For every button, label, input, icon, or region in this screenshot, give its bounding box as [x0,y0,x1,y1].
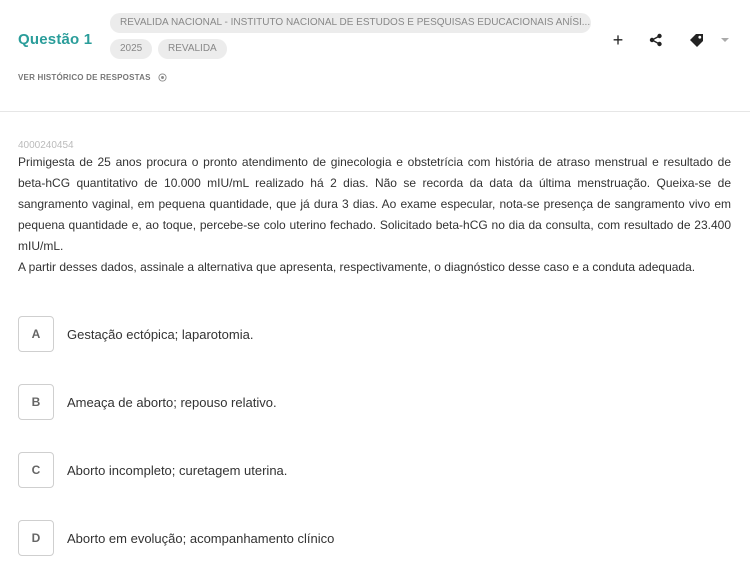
alternative-letter: A [18,316,54,352]
question-title: Questão 1 [18,31,93,48]
exam-chip[interactable]: REVALIDA [158,39,227,59]
answer-history-label: VER HISTÓRICO DE RESPOSTAS [18,73,151,82]
plus-icon[interactable]: + [612,30,624,50]
alternative-letter: D [18,520,54,556]
alternative-b[interactable] [18,384,658,420]
answer-history-link[interactable] [18,73,167,82]
alternative-a[interactable] [18,316,658,352]
alternative-letter: C [18,452,54,488]
alternative-d[interactable] [18,520,658,556]
share-icon[interactable] [647,31,665,49]
question-statement [18,152,731,278]
alternative-c[interactable] [18,452,658,488]
eye-icon [158,73,167,82]
tag-icon[interactable] [688,31,706,49]
alternative-text: Gestação ectópica; laparotomia. [67,326,254,342]
statement-paragraph: Primigesta de 25 anos procura o pronto atendimento de ginecologia e obstetrícia com história de atraso menstrual e resultado de beta-hCG quantitativo de 10.000 mIU/mL realizado há 2 dias. Não se recorda da data da última menstruação. Queixa-se de sangramento vaginal, em pequena quantidade, que já dura 3 dias. Ao exame especular, nota-se presença de sangramento vivo em pequena quantidade e, ao toque, percebe-se colo uterino fechado. Solicitado beta-hCG no dia da consulta, com resultado de 23.400 mIU/mL. [18,155,731,253]
alternative-text: Aborto incompleto; curetagem uterina. [67,462,288,478]
year-chip[interactable]: 2025 [110,39,152,59]
alternative-text: Aborto em evolução; acompanhamento clínico [67,530,335,546]
alternative-letter: B [18,384,54,420]
question-id: 4000240454 [18,140,74,151]
statement-command: A partir desses dados, assinale a alternativa que apresenta, respectivamente, o diagnóstico desse caso e a conduta adequada. [18,260,696,274]
question-header [0,0,750,112]
source-chip[interactable]: REVALIDA NACIONAL - INSTITUTO NACIONAL DE ESTUDOS E PESQUISAS EDUCACIONAIS ANÍSI... [110,13,591,33]
alternative-text: Ameaça de aborto; repouso relativo. [67,394,277,410]
chevron-down-icon[interactable] [716,31,734,49]
